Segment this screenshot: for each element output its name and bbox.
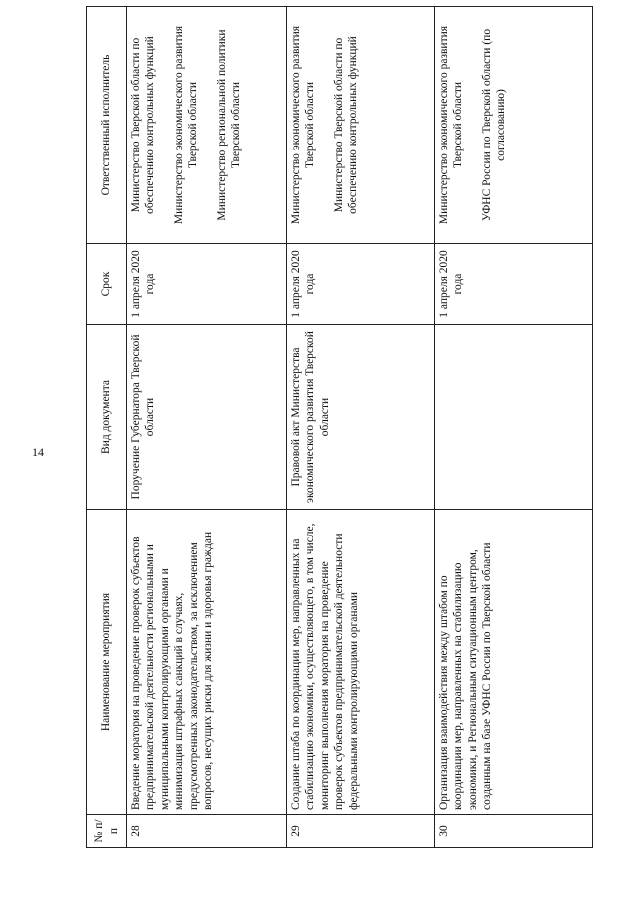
row-doc: Правовой акт Министерства экономического развития Тверской области xyxy=(287,325,435,510)
row-doc: Поручение Губернатора Тверской области xyxy=(127,325,287,510)
row-doc xyxy=(435,325,593,510)
row-num: 29 xyxy=(287,815,435,848)
row-resp xyxy=(287,7,435,244)
resp-line: Министерство экономического развития Тверской области xyxy=(290,25,317,225)
resp-line: Министерство региональной политики Тверской области xyxy=(215,29,242,221)
resp-line: Министерство экономического развития Тверской области xyxy=(172,25,200,225)
row-name: Организация взаимодействия между штабом по координации мер, направленных на стабилизацию экономики, и Региональным ситуационным центром, созданным на базе УФНС России по Тверской области xyxy=(435,510,593,815)
header-name: Наименование мероприятия xyxy=(87,510,127,815)
header-resp: Ответственный исполнитель xyxy=(87,7,127,244)
page-number: 14 xyxy=(32,445,44,459)
row-term: 1 апреля 2020 года xyxy=(127,244,287,325)
row-term: 1 апреля 2020 года xyxy=(435,244,593,325)
table-row xyxy=(127,7,287,848)
row-name: Создание штаба по координации мер, направленных на стабилизацию экономики, осуществляющего, в том числе, мониторинг выполнения моратория на проведение проверок субъектов предпринимательской деятельности федеральными контролирующими органами xyxy=(287,510,435,815)
resp-line: УФНС России по Тверской области (по согласованию) xyxy=(480,28,508,222)
header-term: Срок xyxy=(87,244,127,325)
resp-line: Министерство экономического развития Тверской области xyxy=(438,25,465,225)
header-doc: Вид документа xyxy=(87,325,127,510)
row-resp xyxy=(127,7,287,244)
resp-line: Министерство Тверской области по обеспечению контрольных функций xyxy=(130,36,157,214)
row-resp xyxy=(435,7,593,244)
header-num: № п/п xyxy=(87,815,127,848)
row-num: 28 xyxy=(127,815,287,848)
table-row xyxy=(287,7,435,848)
row-name: Введение моратория на проведение проверок субъектов предпринимательской деятельности региональными и муниципальными контролирующими органами и минимизация штрафных санкций в случаях, предусмотренных законодательством, за исключением вопросов, несущих риски для жизни и здоровья граждан xyxy=(127,510,287,815)
table-row xyxy=(435,7,593,848)
row-term: 1 апреля 2020 года xyxy=(287,244,435,325)
resp-line: Министерство Тверской области по обеспечению контрольных функций xyxy=(332,36,360,214)
rotated-page-content xyxy=(86,25,592,848)
measures-table xyxy=(86,6,593,848)
table-header-row xyxy=(87,7,127,848)
row-num: 30 xyxy=(435,815,593,848)
